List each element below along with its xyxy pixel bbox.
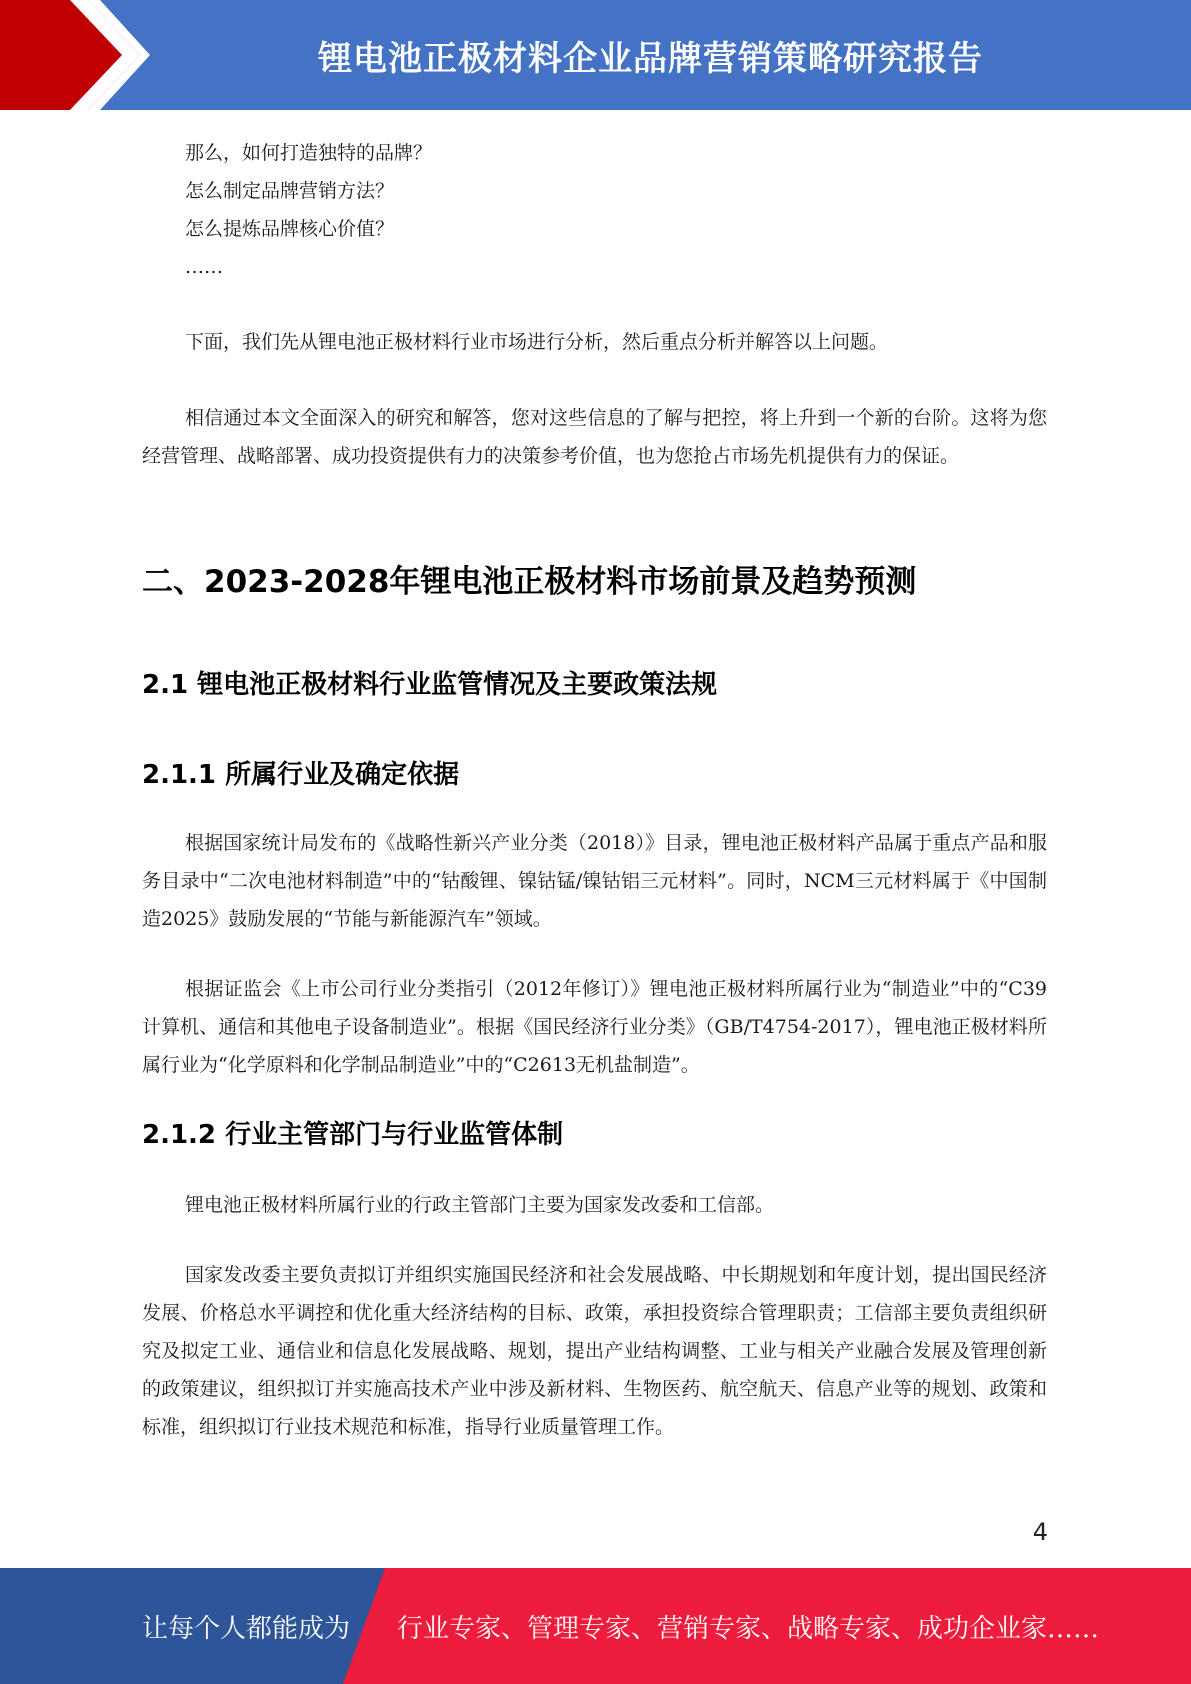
footer-slogan-right: 行业专家、管理专家、营销专家、战略专家、成功企业家…… [397,1613,1100,1644]
footer-slogan-left: 让每个人都能成为 [142,1613,351,1644]
question-ellipsis: …… [185,256,223,278]
paragraph-intro: 下面，我们先从锂电池正极材料行业市场进行分析，然后重点分析并解答以上问题。 [185,331,889,353]
chevron-arrow-icon [0,0,160,110]
section-heading: 二、2023-2028年锂电池正极材料市场前景及趋势预测 [142,564,917,600]
question-3: 怎么提炼品牌核心价值？ [185,218,395,240]
question-2: 怎么制定品牌营销方法？ [185,180,395,202]
report-title: 锂电池正极材料企业品牌营销策略研究报告 [318,38,983,79]
paragraph-authorities: 锂电池正极材料所属行业的行政主管部门主要为国家发改委和工信部。 [185,1194,775,1216]
paragraph-csrc-classification: 根据证监会《上市公司行业分类指引（2012年修订）》锂电池正极材料所属行业为“制造业”中的“C39计算机、通信和其他电子设备制造业”。根据《国民经济行业分类》（GB/T4754-2017），锂电池正极材料所属行业为“化学原料和化学制品制造业”中的“C2613无机盐制造”。 [142,978,1047,1076]
subsection-heading-2-1-1: 2.1.1 所属行业及确定依据 [142,760,460,790]
question-1: 那么，如何打造独特的品牌？ [185,142,433,164]
paragraph-value: 相信通过本文全面深入的研究和解答，您对这些信息的了解与把控，将上升到一个新的台阶。这将为您经营管理、战略部署、成功投资提供有力的决策参考价值，也为您抢占市场先机提供有力的保证。 [142,407,1047,467]
subsection-heading-2-1-2: 2.1.2 行业主管部门与行业监管体制 [142,1120,564,1150]
page-footer [0,1568,1191,1684]
paragraph-classification: 根据国家统计局发布的《战略性新兴产业分类（2018）》目录，锂电池正极材料产品属于重点产品和服务目录中“二次电池材料制造”中的“钴酸锂、镍钴锰/镍钴铝三元材料”。同时，NCM三元材料属于《中国制造2025》鼓励发展的“节能与新能源汽车”领域。 [142,832,1047,930]
subsection-heading-2-1: 2.1 锂电池正极材料行业监管情况及主要政策法规 [142,670,718,700]
page-header [0,0,1191,110]
page-number: 4 [1032,1518,1048,1546]
paragraph-authority-duties: 国家发改委主要负责拟订并组织实施国民经济和社会发展战略、中长期规划和年度计划，提出国民经济发展、价格总水平调控和优化重大经济结构的目标、政策，承担投资综合管理职责；工信部主要负责组织研究及拟定工业、通信业和信息化发展战略、规划，提出产业结构调整、工业与相关产业融合发展及管理创新的政策建议，组织拟订并实施高技术产业中涉及新材料、生物医药、航空航天、信息产业等的规划、政策和标准，组织拟订行业技术规范和标准，指导行业质量管理工作。 [142,1264,1047,1438]
